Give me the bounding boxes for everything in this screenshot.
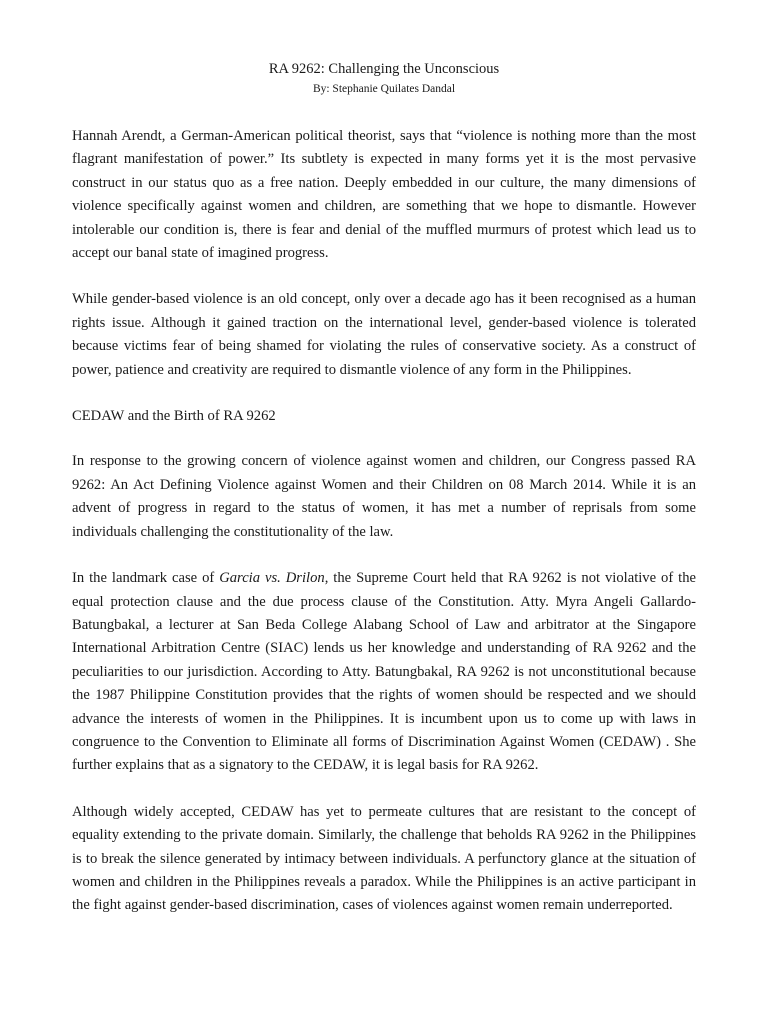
section-heading: CEDAW and the Birth of RA 9262 [72, 408, 276, 425]
paragraph-gender-violence: While gender-based violence is an old concept, only over a decade ago has it been recognised as a human rights issue. Although it gained traction on the international level, gender-based violence is tolerated because victims fear of being shamed for violating the rules of conservative society. As a construct of power, patience and creativity are required to dismantle violence of any form in the Philippines. [72, 291, 696, 378]
paragraph-text: , the Supreme Court held that RA 9262 is not violative of the equal protection clause and the due process clause of the Constitution. Atty. Myra Angeli Gallardo-Batungbakal, a lecturer at San Beda College Alabang School of Law and arbitrator at the Singapore International Arbitration Centre (SIAC) lends us her knowledge and understanding of RA 9262 and the peculiarities to our jurisdiction. According to Atty. Batungbakal, RA 9262 is not unconstitutional because the 1987 Philippine Constitution provides that the rights of women should be respected and we should advance the interests of women in the Philippines. It is incumbent upon us to come up with laws in congruence to the Convention to Eliminate all forms of Discrimination Against Women (CEDAW) . She further explains that as a signatory to the CEDAW, it is legal basis for RA 9262. [72, 570, 696, 774]
paragraph-cedaw-cultures: Although widely accepted, CEDAW has yet to permeate cultures that are resistant to the concept of equality extending to the private domain. Similarly, the challenge that beholds RA 9262 in the Philippines is to break the silence generated by intimacy between individuals. A perfunctory glance at the situation of women and children in the Philippines reveals a paradox. While the Philippines is an active participant in the fight against gender-based discrimination, cases of violences against women remain underreported. [72, 803, 696, 914]
paragraph-text: In the landmark case of [72, 570, 220, 587]
case-name: Garcia vs. Drilon [219, 570, 325, 587]
document-title: RA 9262: Challenging the Unconscious [268, 61, 500, 77]
paragraph-arendt: Hannah Arendt, a German-American political theorist, says that “violence is nothing more than the most flagrant manifestation of power.” Its subtlety is expected in many forms yet it is the most pervasive construct in our status quo as a free nation. Deeply embedded in our culture, the many dimensions of violence specifically against women and children, are something that we hope to dismantle. However intolerable our condition is, there is fear and denial of the muffled murmurs of protest which lead us to accept our banal state of imagined progress. [72, 128, 696, 262]
paragraph-congress: In response to the growing concern of violence against women and children, our Congress passed RA 9262: An Act Defining Violence against Women and their Children on 08 March 2014. While it is an advent of progress in regard to the status of women, it has met a number of reprisals from some individuals challenging the constitutionality of the law. [72, 453, 696, 540]
paragraph-garcia-drilon [72, 567, 696, 778]
document-page [72, 60, 696, 918]
author-byline: By: Stephanie Quilates Dandal [312, 83, 456, 95]
